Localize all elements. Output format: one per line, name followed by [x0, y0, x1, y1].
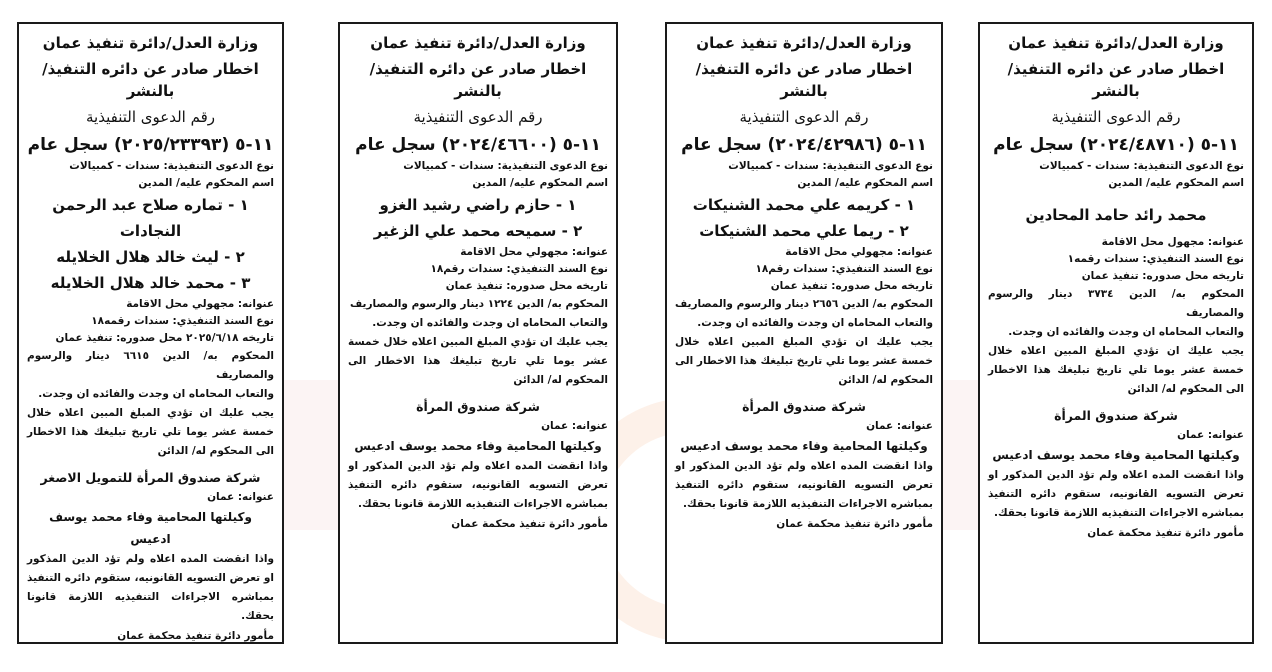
amount-line: المحكوم به/ الدين ٢٦٥٦ دينار والرسوم والمصاريف	[675, 298, 933, 310]
defendant-label: اسم المحكوم عليه/ المدين	[797, 177, 933, 189]
case-number: ١١-٥ (٢٠٢٤/٤٢٩٨٦) سجل عام	[681, 135, 927, 155]
creditor-company: شركة صندوق المرأة	[1054, 408, 1178, 423]
creditor-address: عنوانه: عمان	[866, 420, 933, 432]
notice-heading: اخطار صادر عن دائره التنفيذ/ بالنشر	[1007, 60, 1225, 100]
case-type: نوع الدعوى التنفيذية: سندات - كمبيالات	[403, 160, 608, 172]
officer-signature: مأمور دائرة تنفيذ محكمة عمان	[451, 518, 608, 530]
address: عنوانه: مجهولي محل الاقامة	[126, 298, 274, 310]
case-label: رقم الدعوى التنفيذية	[413, 108, 543, 126]
instrument-type: نوع السند التنفيذي: سندات رقم١٨	[755, 263, 933, 275]
case-label: رقم الدعوى التنفيذية	[739, 108, 869, 126]
case-type: نوع الدعوى التنفيذية: سندات - كمبيالات	[1039, 160, 1244, 172]
creditor-agent: وكيلتها المحامية وفاء محمد يوسف ادعيس	[49, 510, 252, 546]
case-label: رقم الدعوى التنفيذية	[1051, 108, 1181, 126]
case-type: نوع الدعوى التنفيذية: سندات - كمبيالات	[728, 160, 933, 172]
ministry-heading: وزارة العدل/دائرة تنفيذ عمان	[1008, 34, 1224, 52]
address: عنوانه: مجهول محل الاقامة	[1101, 236, 1244, 248]
costs-line: والتعاب المحاماه ان وجدت والفائده ان وجدت.	[372, 317, 608, 329]
address: عنوانه: مجهولي محل الاقامة	[460, 246, 608, 258]
creditor-address: عنوانه: عمان	[1177, 429, 1244, 441]
creditor-company: شركة صندوق المرأة	[416, 399, 540, 414]
defendant-label: اسم المحكوم عليه/ المدين	[1108, 177, 1244, 189]
instrument-type: نوع السند التنفيذي: سندات رقمه١	[1067, 253, 1244, 265]
notice-heading: اخطار صادر عن دائره التنفيذ/ بالنشر	[369, 60, 587, 100]
closing-paragraph: واذا انقضت المده اعلاه ولم تؤد الدين المذكور او تعرض التسويه القانونيه، ستقوم دائره التنفيذ بمباشره الاجراءات التنفيذيه اللازمة قانونا بحقك.	[348, 460, 608, 510]
creditor-agent: وكيلتها المحامية وفاء محمد يوسف ادعيس	[680, 439, 928, 453]
case-number: ١١-٥ (٢٠٢٤/٤٦٦٠٠) سجل عام	[355, 135, 601, 155]
defendant-name-3: ٣ - محمد خالد هلال الخلايله	[50, 274, 251, 292]
defendant-name-2: ٢ - ريما علي محمد الشنيكات	[699, 222, 909, 240]
payment-demand: يجب عليك ان تؤدي المبلغ المبين اعلاه خلال خمسة عشر يوما تلي تاريخ تبليغك هذا الاخطار الى المحكوم له/ الدائن	[988, 345, 1244, 395]
defendant-name-1: ١ - كريمه علي محمد الشنيكات	[692, 196, 916, 214]
notice-heading: اخطار صادر عن دائره التنفيذ/ بالنشر	[42, 60, 259, 100]
creditor-address: عنوانه: عمان	[207, 491, 274, 503]
instrument-type: نوع السند التنفيذي: سندات رقمه١٨	[91, 315, 274, 327]
creditor-company: شركة صندوق المرأة للتمويل الاصغر	[40, 470, 261, 485]
defendant-name-1: ١ - حازم راضي رشيد الغزو	[379, 196, 577, 214]
issue-place: تاريخه ٢٠٢٥/٦/١٨ محل صدوره: تنفيذ عمان	[55, 332, 274, 344]
creditor-agent: وكيلتها المحامية وفاء محمد يوسف ادعيس	[992, 448, 1240, 462]
notice-2	[665, 22, 943, 644]
closing-paragraph: واذا انقضت المده اعلاه ولم تؤد الدين المذكور او تعرض التسويه القانونيه، ستقوم دائره التنفيذ بمباشره الاجراءات التنفيذيه اللازمة قانونا بحقك.	[675, 460, 933, 510]
amount-line: المحكوم به/ الدين ٦٦١٥ دينار والرسوم والمصاريف	[27, 350, 274, 381]
officer-signature: مأمور دائرة تنفيذ محكمة عمان	[776, 518, 933, 530]
defendant-name-2: ٢ - سميحه محمد علي الزغير	[373, 222, 583, 240]
address: عنوانه: مجهولي محل الاقامة	[785, 246, 933, 258]
defendant-label: اسم المحكوم عليه/ المدين	[138, 177, 274, 189]
instrument-type: نوع السند التنفيذي: سندات رقم١٨	[430, 263, 608, 275]
creditor-agent: وكيلتها المحامية وفاء محمد يوسف ادعيس	[354, 439, 602, 453]
payment-demand: يجب عليك ان تؤدي المبلغ المبين اعلاه خلال خمسة عشر يوما تلي تاريخ تبليغك هذا الاخطار الى المحكوم له/ الدائن	[675, 336, 933, 386]
case-type: نوع الدعوى التنفيذية: سندات - كمبيالات	[69, 160, 274, 172]
notice-4	[17, 22, 284, 644]
notice-3	[338, 22, 618, 644]
creditor-company: شركة صندوق المرأة	[742, 399, 866, 414]
defendant-name-2: ٢ - ليث خالد هلال الخلايله	[56, 248, 245, 266]
notice-heading: اخطار صادر عن دائره التنفيذ/ بالنشر	[695, 60, 913, 100]
issue-place: تاريخه محل صدوره: تنفيذ عمان	[445, 280, 608, 292]
closing-paragraph: واذا انقضت المده اعلاه ولم تؤد الدين المذكور او تعرض التسويه القانونيه، ستقوم دائره التنفيذ بمباشره الاجراءات التنفيذيه اللازمة قانونا بحقك.	[988, 469, 1244, 519]
creditor-address: عنوانه: عمان	[541, 420, 608, 432]
defendant-label: اسم المحكوم عليه/ المدين	[472, 177, 608, 189]
ministry-heading: وزارة العدل/دائرة تنفيذ عمان	[696, 34, 912, 52]
issue-place: تاريخه محل صدوره: تنفيذ عمان	[1081, 270, 1244, 282]
defendant-name: محمد رائد حامد المحادين	[1025, 206, 1207, 224]
costs-line: والتعاب المحاماه ان وجدت والفائده ان وجدت.	[697, 317, 933, 329]
payment-demand: يجب عليك ان تؤدي المبلغ المبين اعلاه خلال خمسة عشر يوما تلي تاريخ تبليغك هذا الاخطار الى المحكوم له/ الدائن	[27, 407, 274, 457]
ministry-heading: وزارة العدل/دائرة تنفيذ عمان	[42, 34, 259, 52]
officer-signature: مأمور دائرة تنفيذ محكمة عمان	[1087, 527, 1244, 539]
case-label: رقم الدعوى التنفيذية	[86, 108, 215, 126]
officer-signature: مأمور دائرة تنفيذ محكمة عمان	[117, 630, 274, 642]
closing-paragraph: واذا انقضت المده اعلاه ولم تؤد الدين المذكور او تعرض التسويه القانونيه، ستقوم دائره التنفيذ بمباشره الاجراءات التنفيذيه اللازمة قانونا بحقك.	[27, 553, 274, 622]
defendant-name-1: ١ - تماره صلاح عبد الرحمن النجادات	[52, 196, 249, 240]
case-number: ١١-٥ (٢٠٢٤/٤٨٧١٠) سجل عام	[993, 135, 1239, 155]
notice-1	[978, 22, 1254, 644]
case-number: ١١-٥ (٢٠٢٥/٢٣٣٩٣) سجل عام	[27, 135, 274, 155]
amount-line: المحكوم به/ الدين ١٢٢٤ دينار والرسوم والمصاريف	[350, 298, 608, 310]
payment-demand: يجب عليك ان تؤدي المبلغ المبين اعلاه خلال خمسة عشر يوما تلي تاريخ تبليغك هذا الاخطار الى المحكوم له/ الدائن	[348, 336, 608, 386]
costs-line: والتعاب المحاماه ان وجدت والفائده ان وجدت.	[38, 388, 274, 400]
costs-line: والتعاب المحاماه ان وجدت والفائده ان وجدت.	[1008, 326, 1244, 338]
ministry-heading: وزارة العدل/دائرة تنفيذ عمان	[370, 34, 586, 52]
amount-line: المحكوم به/ الدين ٣٧٣٤ دينار والرسوم والمصاريف	[988, 288, 1244, 319]
issue-place: تاريخه محل صدوره: تنفيذ عمان	[770, 280, 933, 292]
